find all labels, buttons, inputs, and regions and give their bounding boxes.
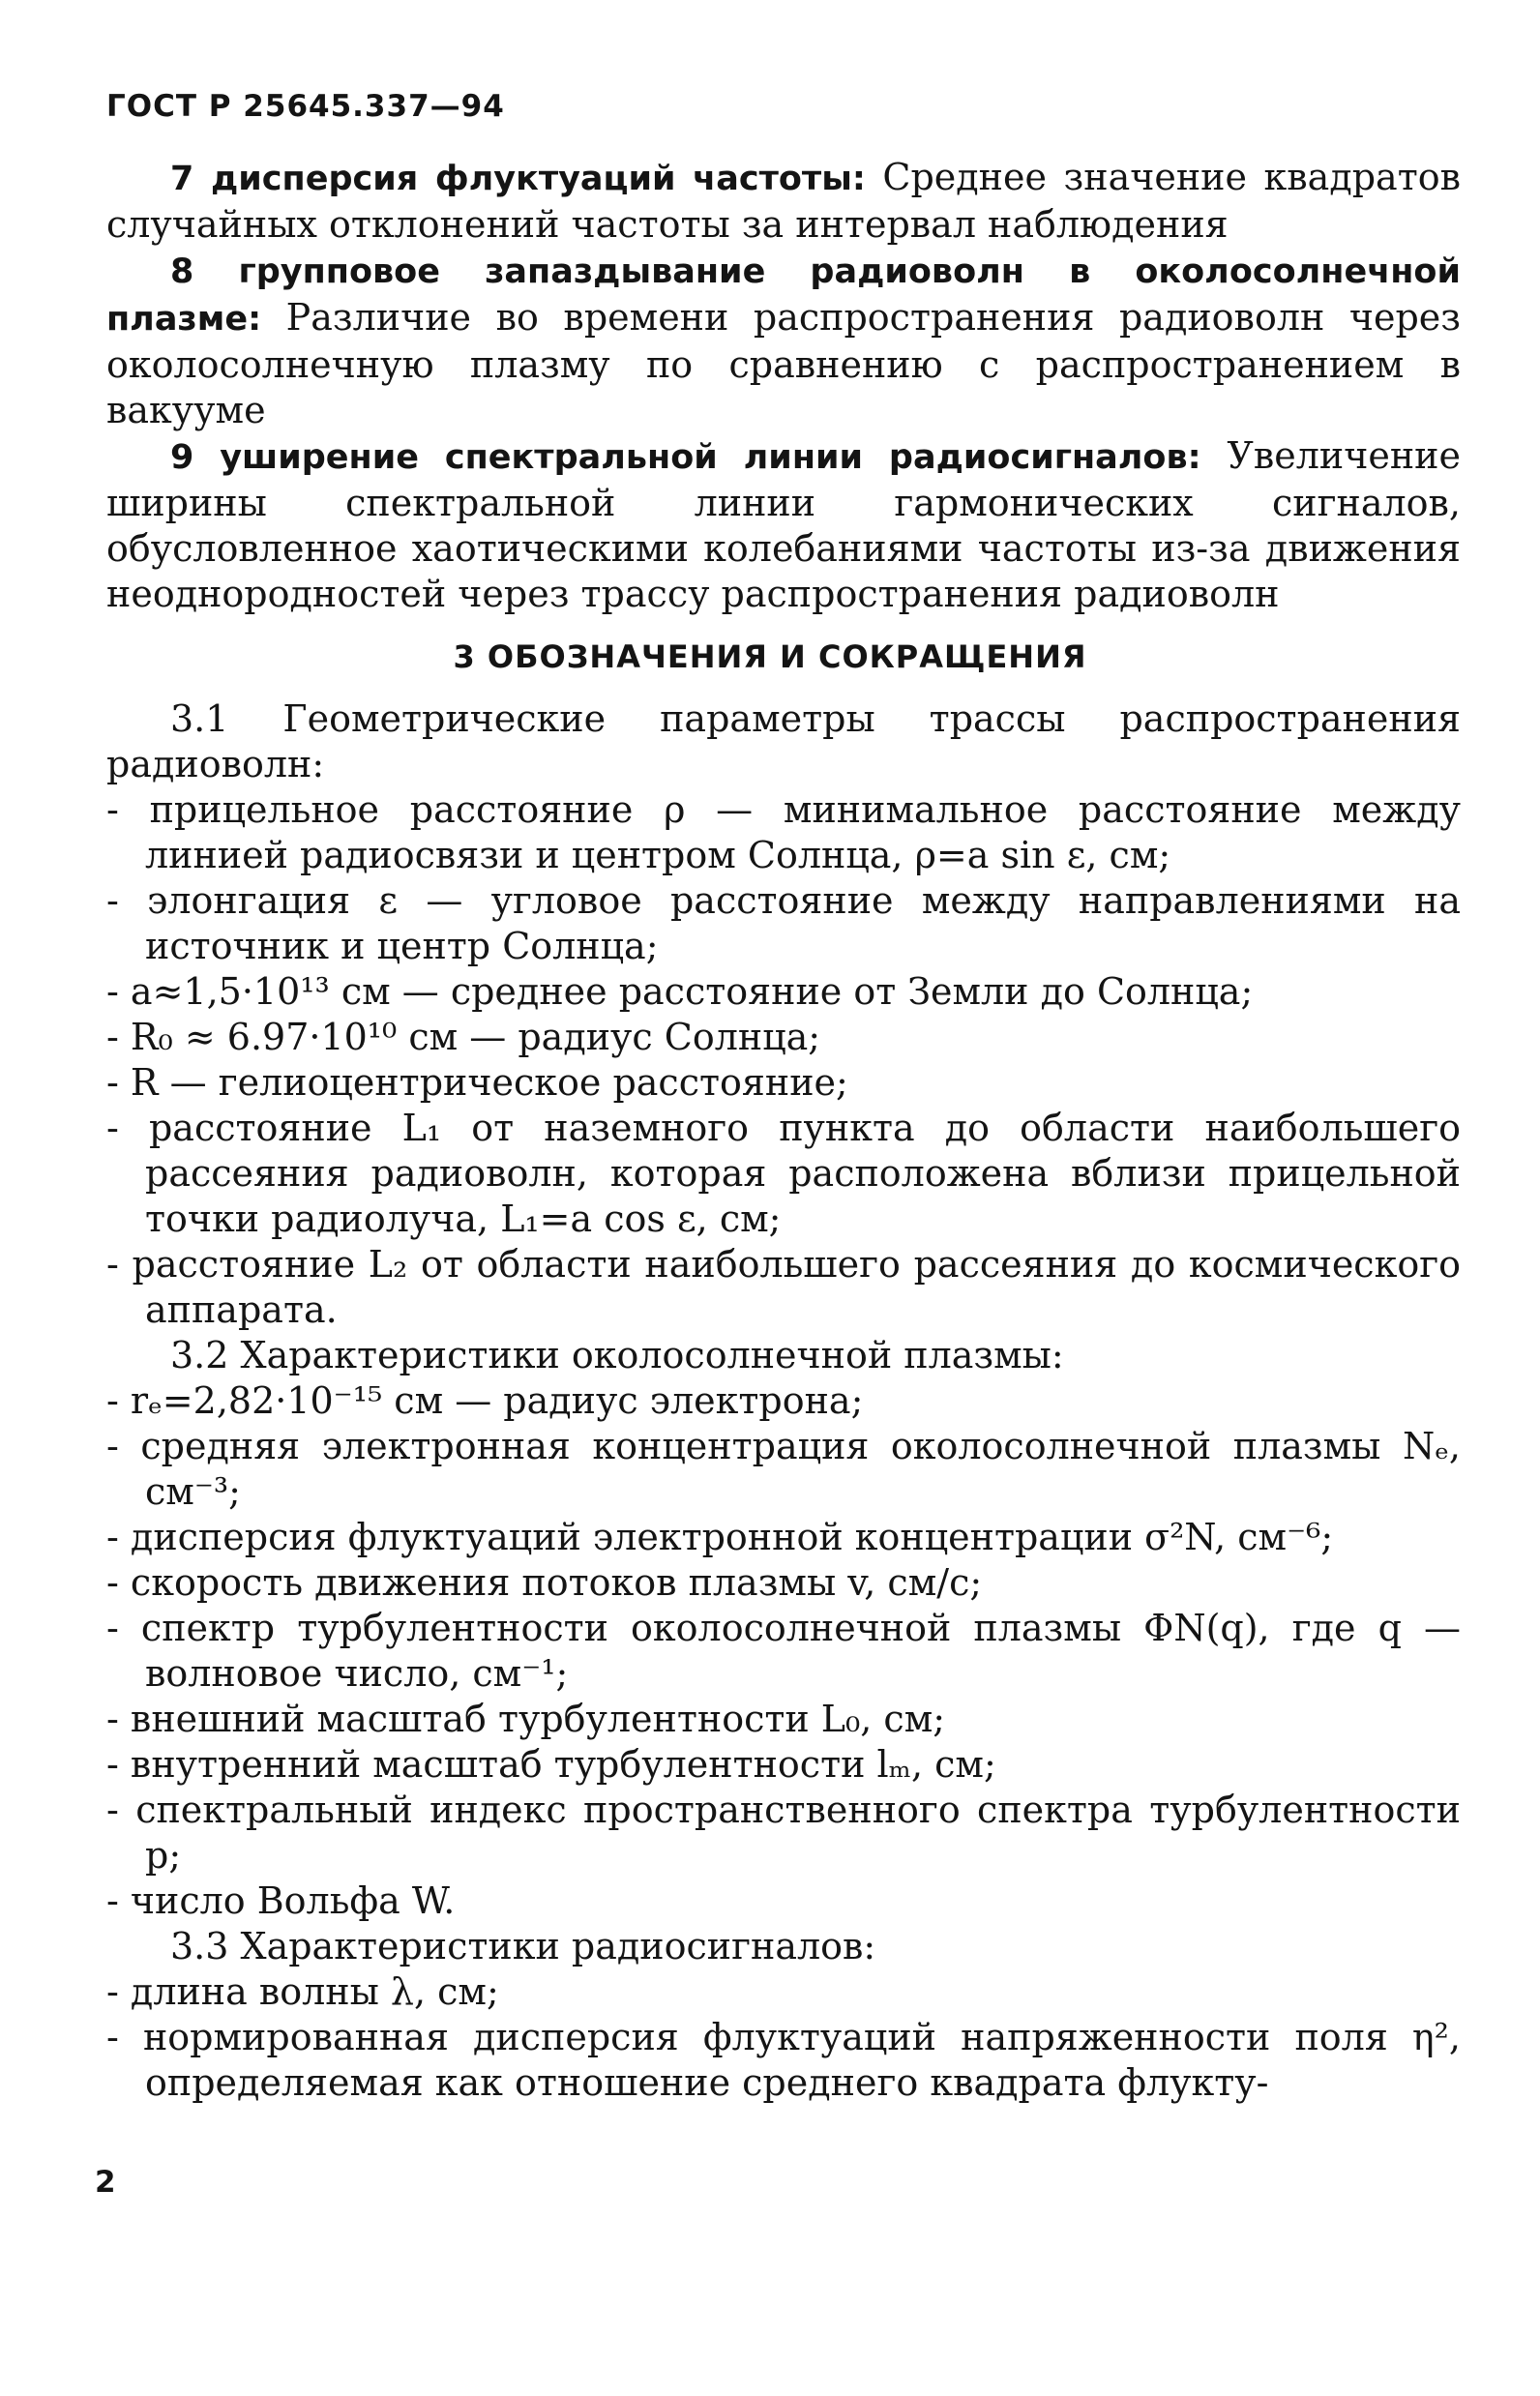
definition-term: 8 групповое запаздывание радиоволн в околосолнечной плазме: [106, 252, 1461, 339]
list-item: - R₀ ≈ 6.97·10¹⁰ см — радиус Солнца; [106, 1016, 821, 1058]
definition-text: Среднее значение квадратов случайных отклонений частоты за интервал наблюдения [106, 156, 1461, 246]
list-item: - расстояние L₂ от области наибольшего рассеяния до космического аппарата. [106, 1243, 1461, 1331]
definition-9 [106, 433, 1461, 617]
list-item: - длина волны λ, см; [106, 1970, 499, 2013]
list-item: - rₑ=2,82·10⁻¹⁵ см — радиус электрона; [106, 1379, 864, 1422]
list-item: - дисперсия флуктуаций электронной концентрации σ²N, см⁻⁶; [106, 1516, 1334, 1558]
list-item: - элонгация ε — угловое расстояние между направлениями на источник и центр Солнца; [106, 879, 1461, 967]
definition-8 [106, 248, 1461, 433]
definition-term: 7 дисперсия флуктуаций частоты: [170, 160, 866, 198]
definition-term: 9 уширение спектральной линии радиосигналов: [170, 438, 1201, 477]
subsection-heading-3-3: 3.3 Характеристики радиосигналов: [170, 1925, 876, 1967]
list-item: - число Вольфа W. [106, 1879, 456, 1922]
document-header: ГОСТ Р 25645.337—94 [106, 89, 505, 124]
list-item: - скорость движения потоков плазмы v, см/с; [106, 1561, 983, 1604]
list-item: - спектральный индекс пространственного спектра турбулентности p; [106, 1789, 1461, 1877]
list-item: - прицельное расстояние ρ — минимальное расстояние между линией радиосвязи и центром Солнца, ρ=a sin ε, см; [106, 788, 1461, 876]
definition-text: Различие во времени распространения радиоволн через околосолнечную плазму по сравнению с распространением в вакууме [106, 296, 1461, 431]
subsection-heading-3-1: 3.1 Геометрические параметры трассы распространения радиоволн: [106, 697, 1461, 785]
list-item: - спектр турбулентности околосолнечной плазмы ΦN(q), где q — волновое число, см⁻¹; [106, 1607, 1461, 1695]
list-item: - расстояние L₁ от наземного пункта до области наибольшего рассеяния радиоволн, которая расположена вблизи прицельной точки радиолуча, L₁=a cos ε, см; [106, 1107, 1461, 1240]
definition-7 [106, 155, 1461, 248]
list-item: - нормированная дисперсия флуктуаций напряженности поля η², определяемая как отношение среднего квадрата флукту- [106, 2016, 1461, 2104]
list-item: - внутренний масштаб турбулентности lₘ, см; [106, 1743, 996, 1786]
list-item: - внешний масштаб турбулентности L₀, см; [106, 1698, 946, 1740]
definition-text: Увеличение ширины спектральной линии гармонических сигналов, обусловленное хаотическими колебаниями частоты из-за движения неоднородностей через трассу распространения радиоволн [106, 434, 1461, 615]
subsection-heading-3-2: 3.2 Характеристики околосолнечной плазмы: [170, 1334, 1064, 1376]
list-item: - R — гелиоцентрическое расстояние; [106, 1061, 848, 1104]
section-title: 3 ОБОЗНАЧЕНИЯ И СОКРАЩЕНИЯ [453, 638, 1087, 675]
page-number: 2 [95, 2165, 116, 2200]
symbols-list [106, 696, 1461, 2106]
list-item: - средняя электронная концентрация околосолнечной плазмы Nₑ, см⁻³; [106, 1425, 1461, 1513]
definitions-block [106, 155, 1461, 617]
list-item: - a≈1,5·10¹³ см — среднее расстояние от Земли до Солнца; [106, 970, 1254, 1013]
